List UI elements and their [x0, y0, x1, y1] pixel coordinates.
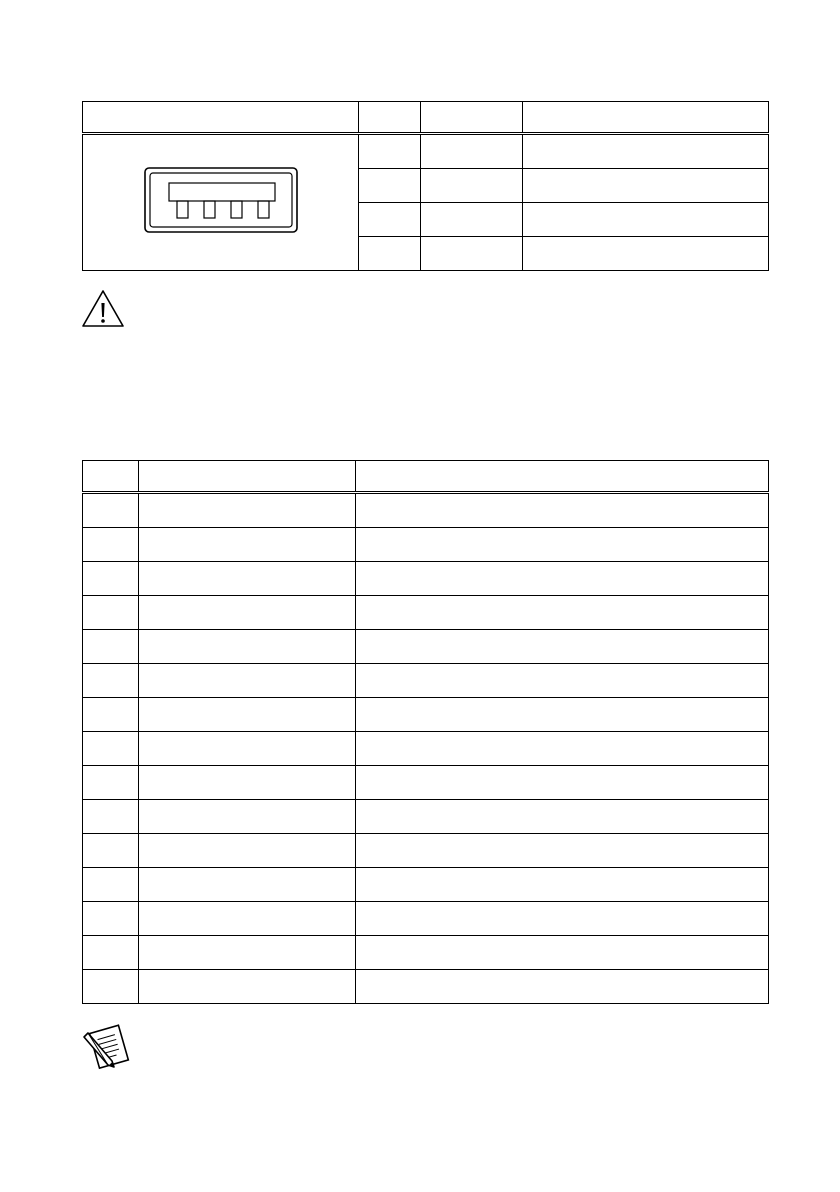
signal-table-cell: [356, 766, 769, 800]
signal-table-cell: [83, 528, 139, 562]
signal-table-cell: [139, 596, 356, 630]
note-pencil-icon: [80, 1023, 132, 1071]
signal-table-header-row: [83, 461, 769, 493]
connector-diagram-cell: [83, 134, 359, 271]
signal-table-cell: [139, 493, 356, 528]
usb-table-header-cell: [421, 102, 523, 134]
usb-table-cell: [523, 203, 769, 237]
signal-table-cell: [83, 493, 139, 528]
signal-table-cell: [356, 800, 769, 834]
signal-table-cell: [356, 630, 769, 664]
table-row: [83, 528, 769, 562]
table-row: [83, 630, 769, 664]
signal-table-cell: [83, 766, 139, 800]
signal-table-cell: [356, 562, 769, 596]
usb-table-cell: [421, 203, 523, 237]
table-row: [83, 970, 769, 1004]
signal-table-cell: [356, 970, 769, 1004]
table-row: [83, 698, 769, 732]
table-row: [83, 732, 769, 766]
signal-table: [82, 460, 769, 1004]
signal-table-cell: [139, 664, 356, 698]
signal-table-cell: [83, 698, 139, 732]
signal-table-cell: [356, 868, 769, 902]
signal-table-cell: [356, 902, 769, 936]
signal-table-cell: [83, 630, 139, 664]
signal-table-cell: [356, 732, 769, 766]
signal-table-cell: [83, 834, 139, 868]
caution-triangle-icon: [80, 288, 126, 330]
signal-table-cell: [356, 493, 769, 528]
table-row: [83, 834, 769, 868]
table-row: [83, 868, 769, 902]
signal-table-cell: [139, 834, 356, 868]
signal-table-cell: [139, 732, 356, 766]
signal-table-cell: [139, 528, 356, 562]
table-row: [83, 766, 769, 800]
usb-table-header-cell: [359, 102, 421, 134]
signal-table-header-cell: [356, 461, 769, 493]
table-row: [83, 664, 769, 698]
usb-table-cell: [523, 237, 769, 271]
usb-connector-table: [82, 101, 769, 271]
signal-table-cell: [356, 664, 769, 698]
signal-table-cell: [83, 800, 139, 834]
signal-table-cell: [83, 970, 139, 1004]
usb-table-cell: [421, 169, 523, 203]
signal-table-cell: [83, 562, 139, 596]
usb-table-cell: [421, 134, 523, 169]
signal-table-cell: [356, 596, 769, 630]
signal-table-cell: [139, 970, 356, 1004]
table-row: [83, 596, 769, 630]
signal-table-cell: [139, 902, 356, 936]
usb-table-header-row: [83, 102, 769, 134]
table-row: [83, 562, 769, 596]
table-row: [83, 800, 769, 834]
signal-table-cell: [139, 698, 356, 732]
usb-table-cell: [523, 134, 769, 169]
usb-table-row: [83, 134, 769, 169]
signal-table-header-cell: [139, 461, 356, 493]
signal-table-cell: [83, 868, 139, 902]
signal-table-cell: [139, 562, 356, 596]
signal-table-cell: [139, 630, 356, 664]
usb-table-header-cell: [523, 102, 769, 134]
signal-table-cell: [356, 528, 769, 562]
usb-table-header-cell: [83, 102, 359, 134]
table-row: [83, 493, 769, 528]
signal-table-cell: [83, 732, 139, 766]
signal-table-cell: [83, 902, 139, 936]
signal-table-cell: [83, 596, 139, 630]
signal-table-cell: [83, 936, 139, 970]
signal-table-cell: [83, 664, 139, 698]
signal-table-cell: [356, 936, 769, 970]
usb-table-cell: [359, 237, 421, 271]
signal-table-cell: [139, 800, 356, 834]
usb-table-cell: [421, 237, 523, 271]
table-row: [83, 936, 769, 970]
signal-table-cell: [356, 698, 769, 732]
usb-table-cell: [359, 134, 421, 169]
usb-table-cell: [359, 203, 421, 237]
signal-table-header-cell: [83, 461, 139, 493]
signal-table-cell: [139, 936, 356, 970]
usb-type-a-connector-icon: [144, 167, 298, 233]
table-row: [83, 902, 769, 936]
usb-table-cell: [359, 169, 421, 203]
signal-table-cell: [139, 868, 356, 902]
signal-table-cell: [356, 834, 769, 868]
signal-table-cell: [139, 766, 356, 800]
usb-table-cell: [523, 169, 769, 203]
